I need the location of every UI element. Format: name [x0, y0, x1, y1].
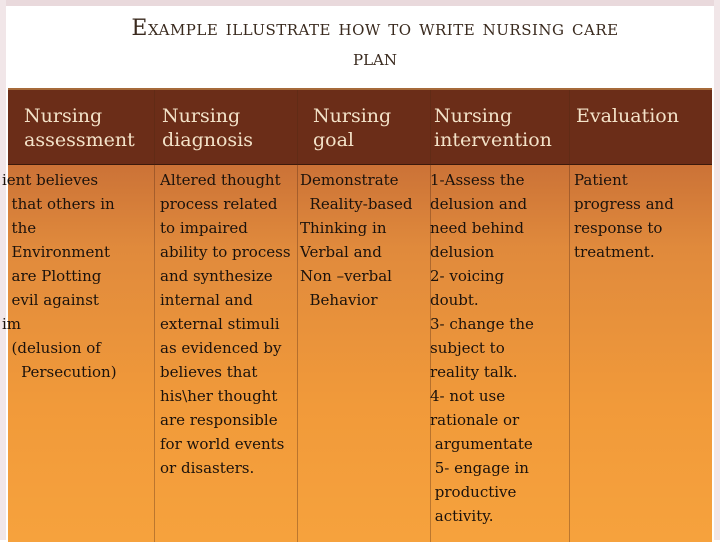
header-diagnosis: Nursing diagnosis [162, 105, 253, 151]
header-intervention: Nursing intervention [434, 105, 552, 151]
slide-title [60, 14, 690, 74]
right-decor-bar [714, 0, 720, 540]
header-assessment: Nursing assessment [24, 105, 135, 151]
slide-title-line1: Example illustrate how to write nursing care [131, 16, 619, 41]
column-divider [297, 90, 298, 542]
cell-goal: Demonstrate Reality-based Thinking in Verbal and Non –verbal Behavior [300, 171, 413, 309]
cell-assessment: ient believes that others in the Environment are Plotting evil against im (delusion of Persecution) [2, 171, 117, 381]
header-divider [8, 164, 712, 165]
cell-evaluation: Patient progress and response to treatment. [574, 171, 674, 261]
care-plan-table [2, 88, 712, 542]
header-evaluation: Evaluation [576, 105, 679, 127]
column-divider [154, 90, 155, 542]
cell-intervention: 1-Assess the delusion and need behind delusion 2- voicing doubt. 3- change the subject to reality talk. 4- not use rationale or argumentate 5- engage in productive activity. [430, 171, 534, 525]
column-divider [569, 90, 570, 542]
cell-diagnosis: Altered thought process related to impaired ability to process and synthesize internal and external stimuli as evidenced by believes that his\her thought are responsible for world events or disasters. [160, 171, 291, 477]
top-decor-bar [0, 0, 720, 6]
header-goal: Nursing goal [313, 105, 392, 151]
slide-title-line2: plan [352, 46, 397, 71]
